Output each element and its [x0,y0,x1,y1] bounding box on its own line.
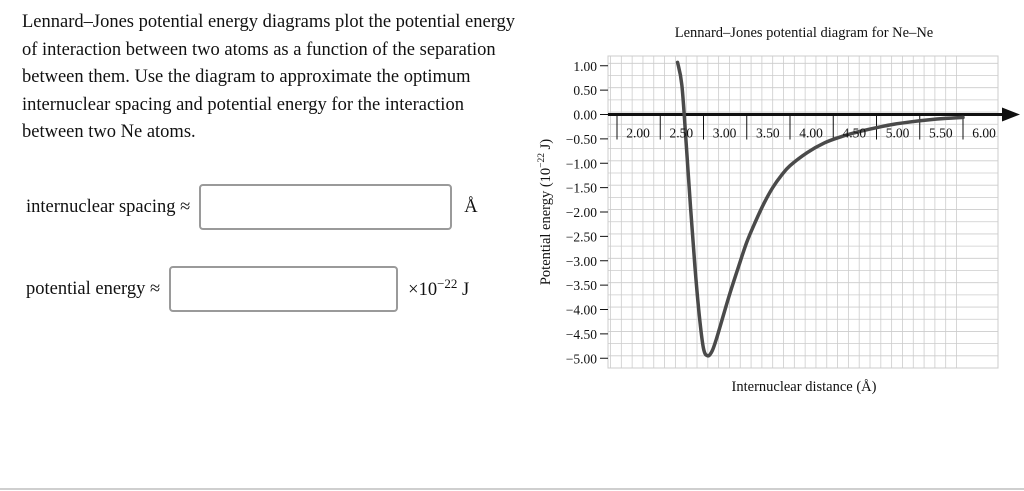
angstrom-unit: Å [464,196,478,217]
x-tick-label: 2.00 [626,125,650,141]
internuclear-spacing-input[interactable] [199,184,452,230]
potential-energy-input[interactable] [169,266,398,312]
x-axis-arrow [1002,108,1020,122]
lennard-jones-chart [530,18,1020,398]
y-tick-label: −4.50 [565,326,597,342]
question-prompt: Lennard–Jones potential energy diagrams plot the potential energy of interaction between two atoms as a function of the separation between them. Use the diagram to approximate the optimum internuclear spacing and potential energy for the interaction between two Ne atoms. [22,12,516,142]
y-tick-label: 0.00 [573,107,597,123]
potential-energy-row [26,266,469,312]
y-tick-label: −2.50 [565,229,597,245]
y-tick-label: 1.00 [573,58,597,74]
y-tick-label: 0.50 [573,83,597,99]
x-axis-title: Internuclear distance (Å) [731,379,877,395]
x-tick-label: 2.50 [669,125,694,141]
x-tick-label: 5.00 [885,125,910,141]
y-tick-label: −3.50 [565,278,597,294]
potential-energy-label: potential energy ≈ [26,278,161,299]
chart-svg [530,18,1020,398]
potential-curve [678,62,963,356]
energy-unit-prefix: ×10 [408,280,438,301]
y-tick-label: −2.00 [565,205,597,220]
y-tick-label: −1.50 [565,180,597,196]
y-axis-title-exponent: −22 [537,152,547,168]
x-tick-label: 6.00 [972,125,996,141]
y-tick-label: −3.00 [565,253,597,269]
x-tick-label: 5.50 [928,125,953,141]
energy-unit-exponent: −22 [437,276,458,292]
y-tick-label: −1.00 [565,156,597,172]
y-axis-title [537,139,554,285]
plot-frame [608,56,998,368]
y-axis-title-prefix: Potential energy (10 [538,167,554,286]
y-tick-label: −0.50 [565,131,597,147]
y-axis-title-suffix: J) [538,138,554,153]
energy-unit [408,276,469,301]
y-tick-label: −4.00 [565,302,597,318]
x-tick-label: 3.50 [755,125,780,141]
chart-title: Lennard–Jones potential diagram for Ne–Ne [674,25,934,41]
y-tick-label: −5.00 [565,351,597,367]
energy-unit-suffix: J [457,280,470,301]
x-tick-label: 4.00 [799,125,823,141]
x-tick-label: 3.00 [712,125,737,141]
internuclear-spacing-row [26,184,478,230]
internuclear-spacing-label: internuclear spacing ≈ [26,196,191,217]
x-tick-label: 4.50 [842,125,867,141]
bottom-divider [0,488,1024,490]
